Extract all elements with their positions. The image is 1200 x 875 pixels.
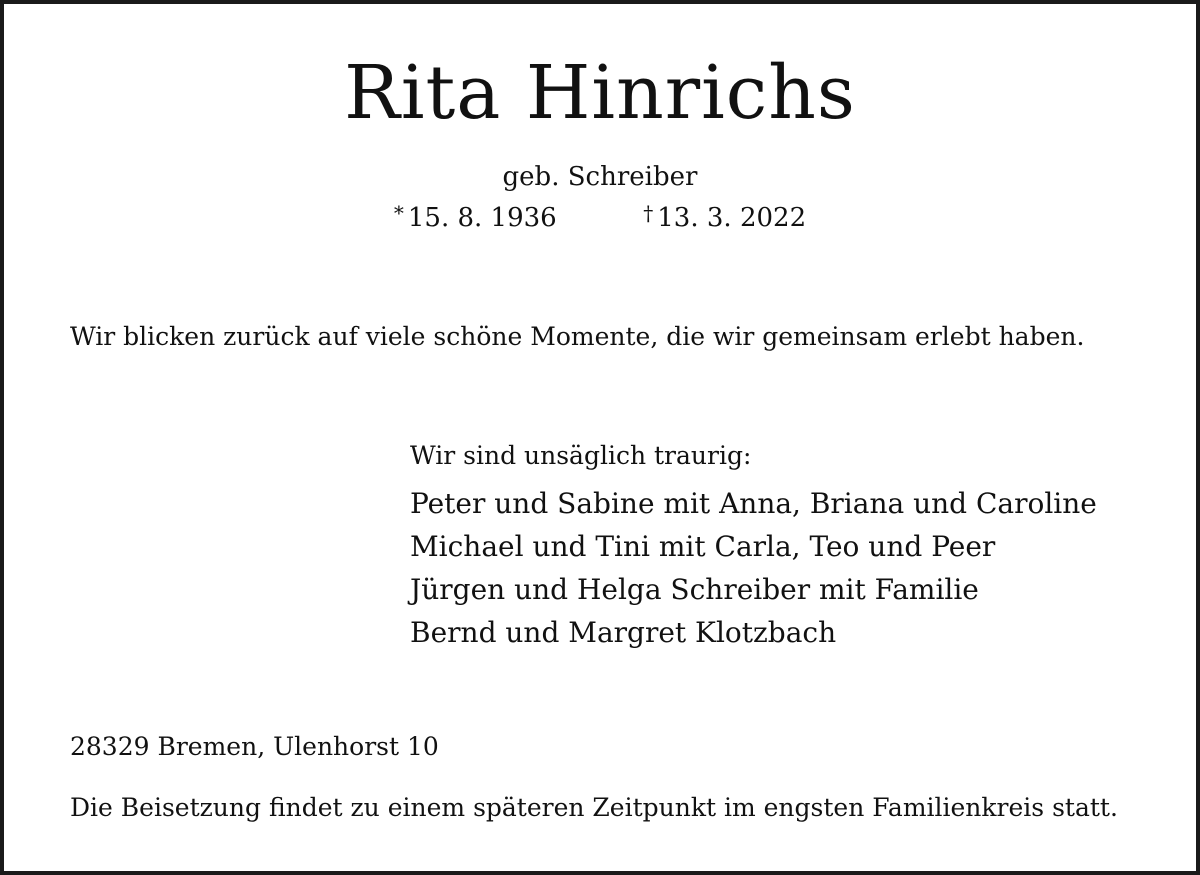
mourners-block — [410, 440, 1097, 654]
birth-star-icon: * — [393, 201, 404, 225]
mourner-line: Peter und Sabine mit Anna, Briana und Caroline — [410, 487, 1097, 520]
mourner-line: Bernd und Margret Klotzbach — [410, 616, 837, 649]
mourners-intro: Wir sind unsäglich traurig: — [410, 441, 752, 470]
death-date: 13. 3. 2022 — [657, 203, 807, 233]
funeral-note: Die Beisetzung findet zu einem späteren Zeitpunkt im engsten Familienkreis statt. — [70, 793, 1118, 822]
death-date-group — [643, 203, 806, 231]
maiden-name: geb. Schreiber — [502, 162, 698, 192]
mourner-line: Michael und Tini mit Carla, Teo und Peer — [410, 530, 996, 563]
mourner-line: Jürgen und Helga Schreiber mit Familie — [410, 573, 979, 606]
birth-date-group — [394, 203, 557, 231]
family-address: 28329 Bremen, Ulenhorst 10 — [70, 732, 439, 761]
deceased-name: Rita Hinrichs — [344, 50, 856, 136]
life-dates — [4, 203, 1196, 231]
death-cross-icon: † — [643, 201, 654, 225]
memorial-motto: Wir blicken zurück auf viele schöne Momente, die wir gemeinsam erlebt haben. — [70, 322, 1085, 351]
birth-date: 15. 8. 1936 — [407, 203, 557, 233]
